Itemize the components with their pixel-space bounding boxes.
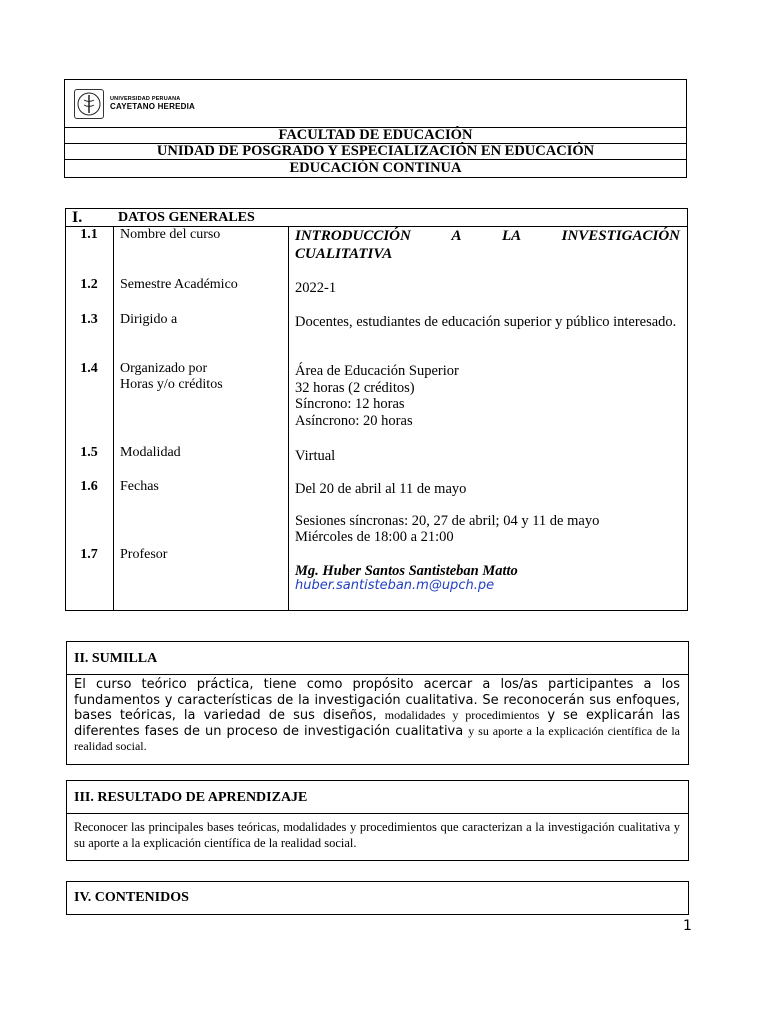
- column-divider: [113, 227, 114, 610]
- item-label: Profesor: [120, 547, 168, 562]
- item-label: [120, 361, 223, 393]
- schedule-value: Miércoles de 18:00 a 21:00: [295, 529, 454, 545]
- semester-value: 2022-1: [295, 280, 337, 296]
- course-title-line2: CUALITATIVA: [295, 246, 393, 262]
- async-hours-value: Asíncrono: 20 horas: [295, 412, 413, 429]
- unit-heading: UNIDAD DE POSGRADO Y ESPECIALIZACIÓN EN EDUCACIÓN: [64, 143, 687, 160]
- item-number: 1.6: [80, 479, 98, 494]
- item-label: Nombre del curso: [120, 227, 221, 242]
- logo-line2: CAYETANO HEREDIA: [110, 102, 195, 112]
- sumilla-text: [74, 677, 680, 755]
- page-number: 1: [683, 918, 692, 934]
- contenidos-heading: IV. CONTENIDOS: [66, 881, 689, 915]
- header-logo-box: [64, 79, 687, 128]
- hours-value: 32 horas (2 créditos): [295, 379, 415, 396]
- organizer-hours-value: [295, 363, 680, 429]
- sync-hours-value: Síncrono: 12 horas: [295, 396, 405, 412]
- section-title: DATOS GENERALES: [118, 210, 255, 225]
- sumilla-text-part2: modalidades y procedimientos: [384, 708, 540, 722]
- item-label: Modalidad: [120, 445, 181, 460]
- column-divider: [288, 227, 289, 610]
- resultado-text: Reconocer las principales bases teóricas, modalidades y procedimientos que caracterizan a la investigación cualitativa y su aporte a la explicación científica de la realidad social.: [74, 820, 680, 850]
- organizer-label: Organizado por: [120, 361, 208, 376]
- sumilla-text-part1: El curso teórico práctica, tiene como propósito acercar a los/as participantes a los fundamentos y características de la investigación cualitativa. Se reconocerán sus enfoques, bases teóricas, la variedad de sus diseños,: [74, 677, 680, 723]
- item-label: Fechas: [120, 479, 159, 494]
- item-number: 1.1: [80, 227, 98, 242]
- item-number: 1.5: [80, 445, 98, 460]
- course-title-line1: INTRODUCCIÓN A LA INVESTIGACIÓN: [295, 228, 680, 244]
- resultado-heading: III. RESULTADO DE APRENDIZAJE: [66, 780, 689, 814]
- item-label: Semestre Académico: [120, 277, 238, 292]
- resultado-box: [66, 813, 689, 861]
- sumilla-box: [66, 674, 689, 765]
- hours-label: Horas y/o créditos: [120, 377, 223, 392]
- sumilla-text-part4: y su aporte a la explicación científica de la realidad social.: [74, 723, 680, 753]
- item-number: 1.3: [80, 312, 98, 327]
- sumilla-heading: II. SUMILLA: [66, 641, 689, 675]
- datos-generales-header: [65, 208, 688, 227]
- item-label: Dirigido a: [120, 312, 178, 327]
- audience-value: Docentes, estudiantes de educación superior y público interesado.: [295, 314, 677, 330]
- organizer-value: Área de Educación Superior: [295, 363, 459, 379]
- university-logo: [74, 89, 195, 119]
- logo-line1: UNIVERSIDAD PERUANA: [110, 95, 181, 102]
- professor-email-link[interactable]: huber.santisteban.m@upch.pe: [295, 578, 495, 593]
- item-number: 1.7: [80, 547, 98, 562]
- professor-name: Mg. Huber Santos Santisteban Matto: [295, 563, 518, 579]
- faculty-heading: FACULTAD DE EDUCACIÓN: [64, 127, 687, 144]
- sessions-value: Sesiones síncronas: 20, 27 de abril; 04 y 11 de mayo: [295, 513, 600, 529]
- sumilla-text-part3: y se explicarán las diferentes fases de un proceso de investigación cualitativa: [74, 708, 680, 739]
- dates-value: Del 20 de abril al 11 de mayo: [295, 481, 467, 497]
- course-title: [295, 227, 680, 263]
- modality-value: Virtual: [295, 448, 336, 464]
- program-heading: EDUCACIÓN CONTINUA: [64, 160, 687, 178]
- item-number: 1.2: [80, 277, 98, 292]
- university-seal-icon: [74, 89, 104, 119]
- section-number: I.: [72, 209, 83, 226]
- item-number: 1.4: [80, 361, 98, 376]
